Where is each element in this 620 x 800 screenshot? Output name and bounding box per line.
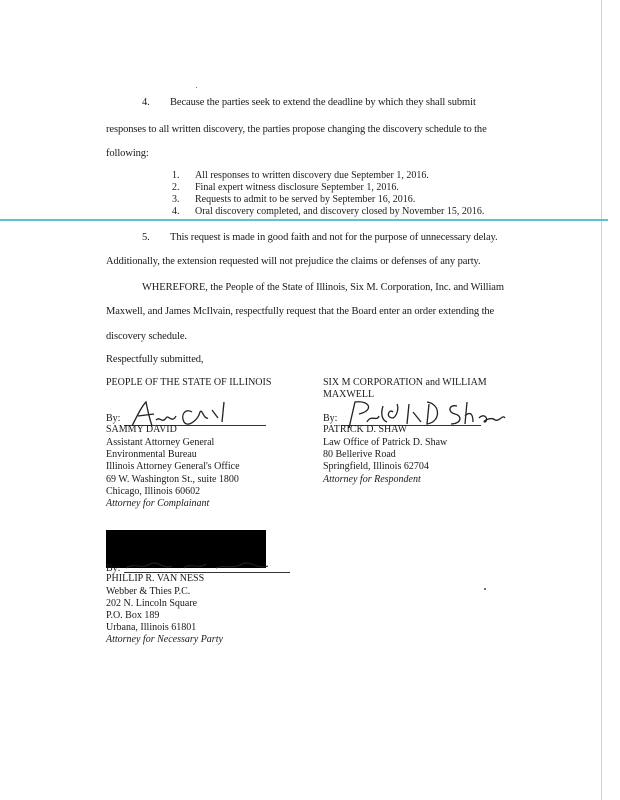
necessary-party-line-1: Webber & Thies P.C. [106, 586, 191, 597]
complainant-line-2: Environmental Bureau [106, 449, 197, 460]
schedule-item-4-text: Oral discovery completed, and discovery closed by November 15, 2016. [195, 206, 485, 217]
complainant-name: SAMMY DAVID [106, 424, 177, 435]
wherefore-line2: Maxwell, and James McIlvain, respectfully request that the Board enter an order extending the [106, 306, 495, 317]
complainant-role: Attorney for Complainant [106, 498, 210, 509]
para5-line2: Additionally, the extension requested will not prejudice the claims or defenses of any party. [106, 256, 481, 267]
para5-number: 5. [142, 232, 150, 243]
schedule-item-4-num: 4. [172, 206, 180, 217]
respondent-party-line2: MAXWELL [323, 389, 375, 400]
complainant-line-5: Chicago, Illinois 60602 [106, 486, 201, 497]
necessary-party-line-3: P.O. Box 189 [106, 610, 160, 621]
schedule-item-1-text: All responses to written discovery due September 1, 2016. [195, 170, 429, 181]
necessary-party-line-2: 202 N. Lincoln Square [106, 598, 198, 609]
necessary-party-role: Attorney for Necessary Party [106, 634, 223, 645]
necessary-party-line-4: Urbana, Illinois 61801 [106, 622, 197, 633]
scan-speck [484, 588, 486, 590]
respondent-line-2: 80 Bellerive Road [323, 449, 396, 460]
respondent-role: Attorney for Respondent [323, 474, 421, 485]
respondent-by-label: By: [323, 413, 338, 424]
necessary-party-name: PHILLIP R. VAN NESS [106, 573, 205, 584]
scan-speck [196, 87, 197, 88]
scan-artifact-line [0, 219, 608, 221]
closing-line: Respectfully submitted, [106, 354, 204, 365]
respondent-line-3: Springfield, Illinois 62704 [323, 461, 429, 472]
complainant-line-4: 69 W. Washington St., suite 1800 [106, 474, 239, 485]
respondent-line-1: Law Office of Patrick D. Shaw [323, 437, 448, 448]
scan-edge [601, 0, 602, 800]
necessary-party-by-label: By: [106, 563, 121, 574]
wherefore-line1: WHEREFORE, the People of the State of Illinois, Six M. Corporation, Inc. and William [142, 282, 504, 293]
para4-line2: responses to all written discovery, the parties propose changing the discovery schedule to the [106, 124, 487, 135]
para4-number: 4. [142, 97, 150, 108]
complainant-by-label: By: [106, 413, 121, 424]
schedule-item-3-num: 3. [172, 194, 180, 205]
complainant-line-1: Assistant Attorney General [106, 437, 215, 448]
schedule-item-1-num: 1. [172, 170, 180, 181]
complainant-party: PEOPLE OF THE STATE OF ILLINOIS [106, 377, 272, 388]
schedule-item-3-text: Requests to admit to be served by September 16, 2016. [195, 194, 416, 205]
complainant-line-3: Illinois Attorney General's Office [106, 461, 240, 472]
respondent-name: PATRICK D. SHAW [323, 424, 408, 435]
respondent-party-line1: SIX M CORPORATION and WILLIAM [323, 377, 487, 388]
para4-line1: Because the parties seek to extend the deadline by which they shall submit [170, 97, 476, 108]
schedule-item-2-text: Final expert witness disclosure September 1, 2016. [195, 182, 399, 193]
schedule-item-2-num: 2. [172, 182, 180, 193]
para5-line1: This request is made in good faith and not for the purpose of unnecessary delay. [170, 232, 498, 243]
para4-line3: following: [106, 148, 149, 159]
wherefore-line3: discovery schedule. [106, 331, 187, 342]
